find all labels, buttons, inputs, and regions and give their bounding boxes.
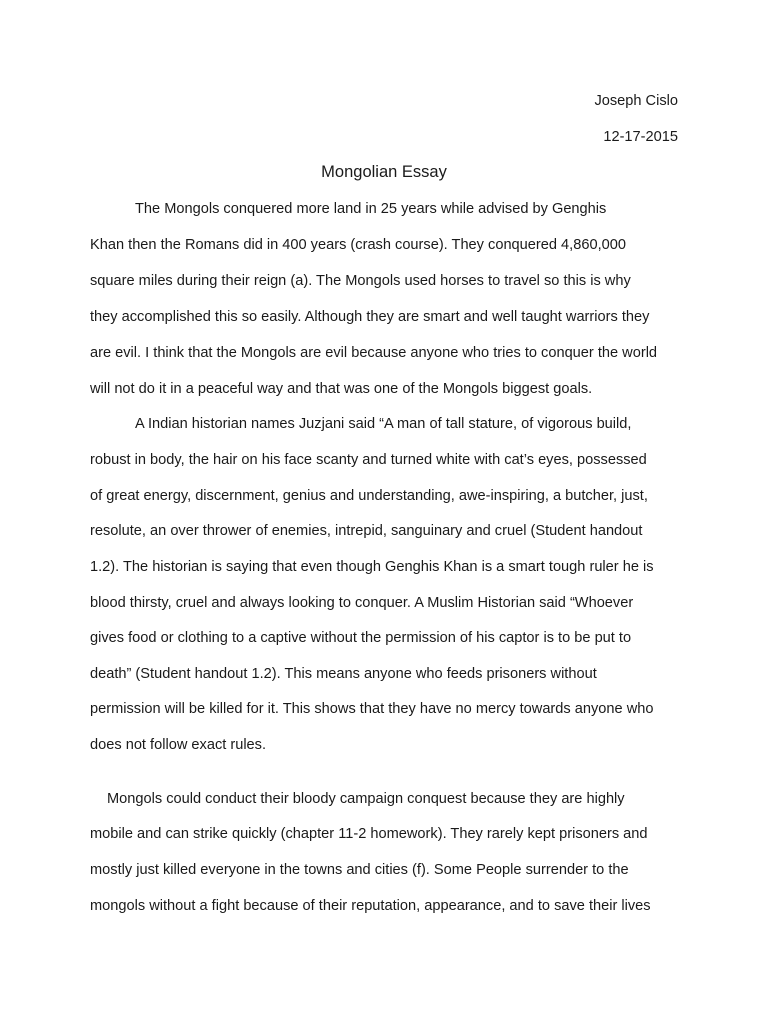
text-line: are evil. I think that the Mongols are evil because anyone who tries to conquer the world (90, 345, 658, 361)
text-line: death” (Student handout 1.2). This means anyone who feeds prisoners without (90, 666, 597, 682)
text-line: Khan then the Romans did in 400 years (crash course). They conquered 4,860,000 (90, 237, 626, 253)
text-line: blood thirsty, cruel and always looking to conquer. A Muslim Historian said “Whoever (90, 595, 634, 611)
text-line: gives food or clothing to a captive without the permission of his captor is to be put to (90, 630, 632, 646)
text-line: they accomplished this so easily. Although they are smart and well taught warriors they (90, 309, 650, 325)
text-line: resolute, an over thrower of enemies, intrepid, sanguinary and cruel (Student handout (90, 523, 643, 539)
text-line: square miles during their reign (a). The Mongols used horses to travel so this is why (90, 273, 631, 289)
author-name: Joseph Cislo (594, 93, 678, 109)
text-line: robust in body, the hair on his face scanty and turned white with cat’s eyes, possessed (90, 452, 647, 468)
text-line: Mongols could conduct their bloody campaign conquest because they are highly (107, 791, 625, 807)
text-line: permission will be killed for it. This shows that they have no mercy towards anyone who (90, 701, 654, 717)
essay-title: Mongolian Essay (321, 163, 447, 181)
essay-date: 12-17-2015 (603, 129, 678, 145)
text-line: mobile and can strike quickly (chapter 11-2 homework). They rarely kept prisoners and (90, 826, 648, 842)
text-line: of great energy, discernment, genius and understanding, awe-inspiring, a butcher, just, (90, 488, 648, 504)
text-line: A Indian historian names Juzjani said “A man of tall stature, of vigorous build, (135, 416, 632, 432)
text-line: does not follow exact rules. (90, 737, 267, 753)
text-line: The Mongols conquered more land in 25 years while advised by Genghis (135, 201, 607, 217)
text-line: mongols without a fight because of their reputation, appearance, and to save their lives (90, 898, 651, 914)
text-line: will not do it in a peaceful way and that was one of the Mongols biggest goals. (90, 381, 593, 397)
text-line: 1.2). The historian is saying that even though Genghis Khan is a smart tough ruler he is (90, 559, 654, 575)
text-line: mostly just killed everyone in the towns and cities (f). Some People surrender to the (90, 862, 629, 878)
